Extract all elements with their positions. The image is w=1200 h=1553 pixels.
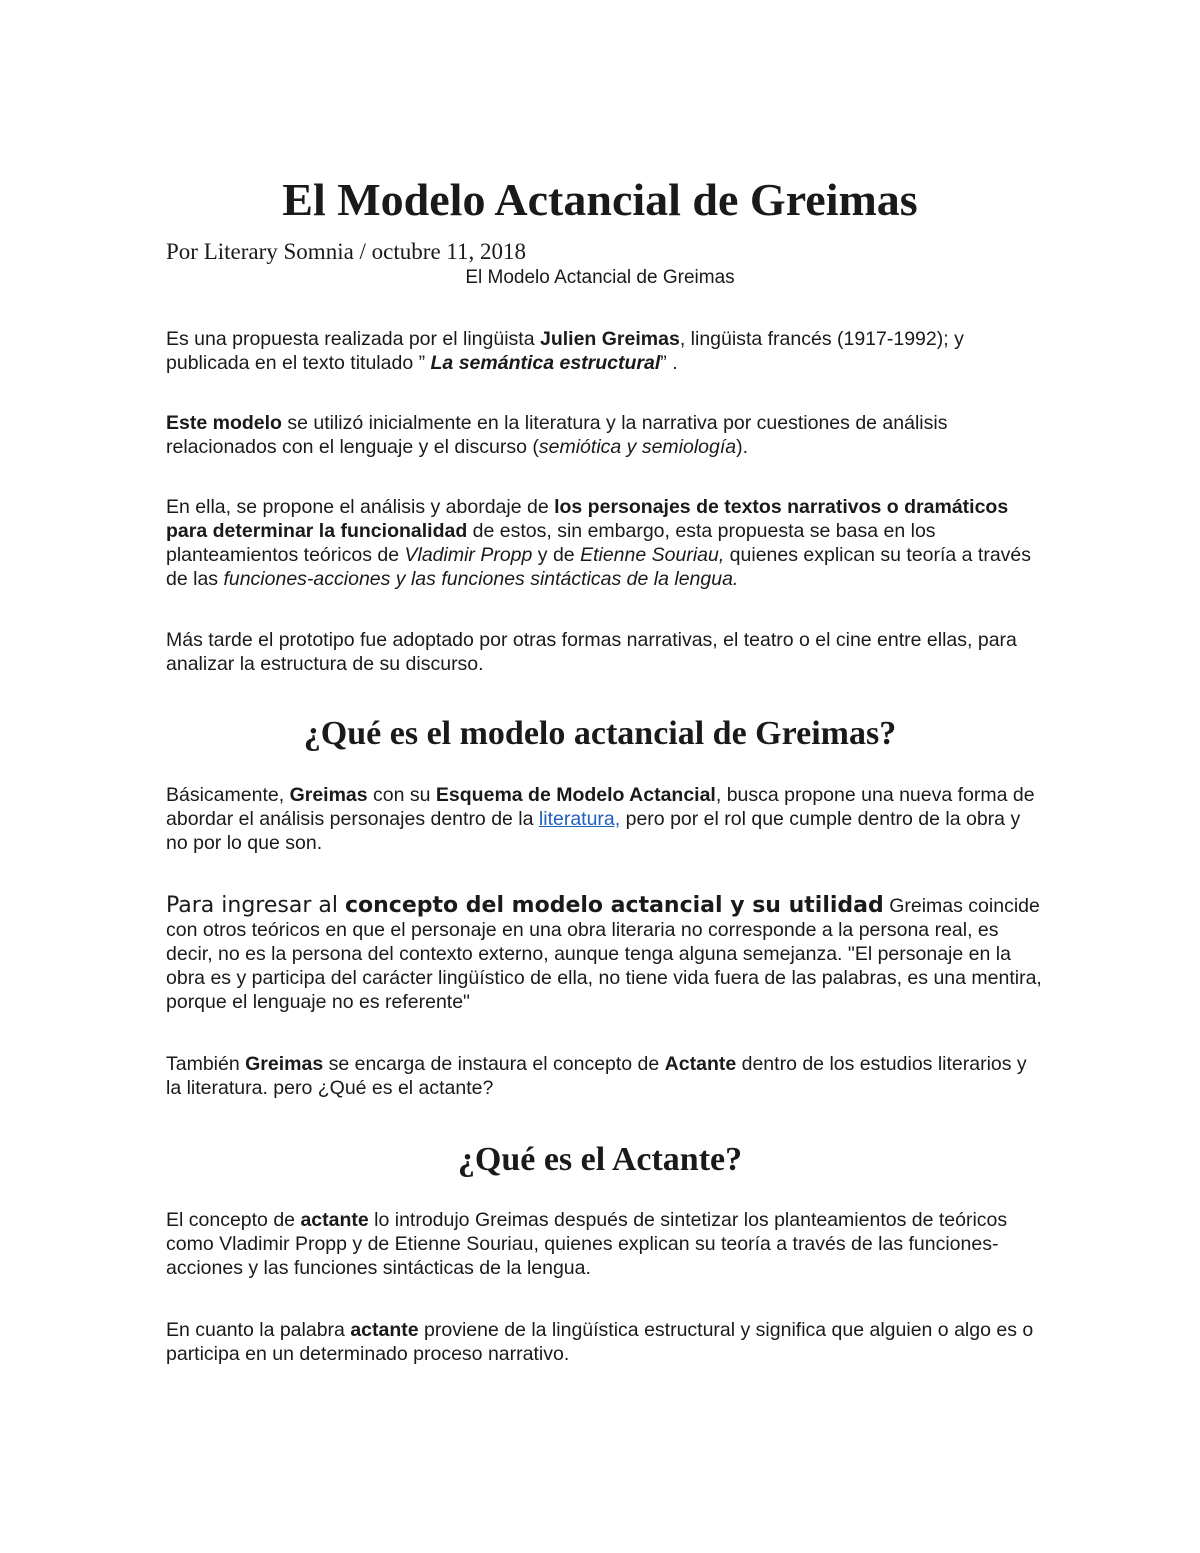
paragraph-concept: Para ingresar al concepto del modelo actancial y su utilidad Greimas coincide con otros teóricos en que el personaje en una obra literaria no corresponde a la persona real, es decir, no es la persona del contexto externo, aunque tenga alguna semejanza. "El personaje en la obra es y participa del carácter lingüístico de ella, no tiene vida fuera de las palabras, es una mentira, porque el lenguaje no es referente": [166, 893, 1042, 1013]
paragraph-basically: Básicamente, Greimas con su Esquema de Modelo Actancial, busca propone una nueva forma de abordar el análisis personajes dentro de la literatura, pero por el rol que cumple dentro de la obra y no por lo que son.: [166, 784, 1035, 854]
byline: Por Literary Somnia / octubre 11, 2018: [166, 239, 527, 264]
document-title: El Modelo Actancial de Greimas: [282, 174, 918, 225]
subtitle: El Modelo Actancial de Greimas: [465, 267, 735, 288]
paragraph-actante-concept: El concepto de actante lo introdujo Greimas después de sintetizar los planteamientos de teóricos como Vladimir Propp y de Etienne Souriau, quienes explican su teoría a través de las funciones-acciones y las funciones sintácticas de la lengua.: [166, 1209, 1008, 1279]
book-title: La semántica estructural: [430, 352, 661, 374]
paragraph-also-greimas: También Greimas se encarga de instaura el concepto de Actante dentro de los estudios literarios y la literatura. pero ¿Qué es el actante?: [166, 1053, 1027, 1099]
heading-what-is-actante: ¿Qué es el Actante?: [457, 1141, 743, 1178]
author-name: Julien Greimas: [540, 328, 680, 350]
literatura-link[interactable]: literatura,: [538, 808, 621, 830]
paragraph-intro: Es una propuesta realizada por el lingüista Julien Greimas, lingüista francés (1917-1992); y publicada en el texto titulado ” La semántica estructural” .: [166, 328, 964, 374]
paragraph-adoption: Más tarde el prototipo fue adoptado por otras formas narrativas, el teatro o el cine entre ellas, para analizar la estructura de su discurso.: [166, 629, 1017, 675]
paragraph-model-use: Este modelo se utilizó inicialmente en la literatura y la narrativa por cuestiones de análisis relacionados con el lenguaje y el discurso (semiótica y semiología).: [166, 412, 948, 458]
heading-what-is-model: ¿Qué es el modelo actancial de Greimas?: [303, 715, 897, 752]
paragraph-actante-word: En cuanto la palabra actante proviene de la lingüística estructural y significa que alguien o algo es o participa en un determinado proceso narrativo.: [166, 1319, 1034, 1365]
paragraph-analysis: En ella, se propone el análisis y abordaje de los personajes de textos narrativos o dramáticos para determinar la funcionalidad de estos, sin embargo, esta propuesta se basa en los planteamientos teóricos de Vladimir Propp y de Etienne Souriau, quienes explican su teoría a través de las funciones-acciones y las funciones sintácticas de la lengua.: [166, 496, 1032, 590]
